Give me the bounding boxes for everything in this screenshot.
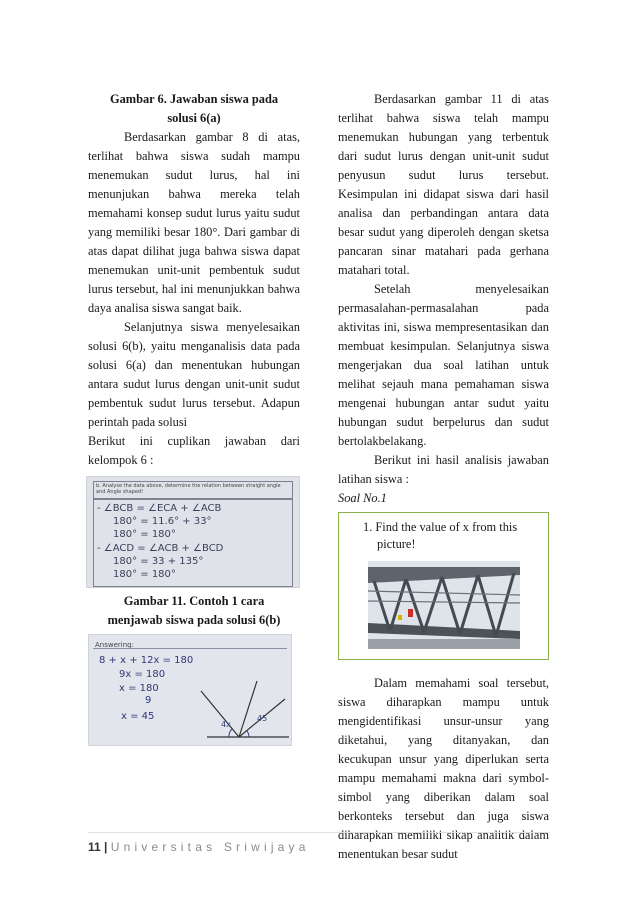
handwritten-line: 8 + x + 12x = 180 [99, 655, 194, 666]
handwritten-line: 9x = 180 [119, 669, 166, 680]
paragraph: Berdasarkan gambar 11 di atas terlihat bahwa siswa telah mampu menemukan hubungan yang terbentuk dari sudut lurus dengan unit-unit sudut penyusun sudut lurus tersebut. Kesimpulan ini didapat siswa dari hasil analisa dan perbandingan antara data besar sudut yang diperoleh dengan sketsa pancaran sinar matahari pada gerhana matahari total. [338, 92, 549, 277]
angle-label: 4x [221, 720, 231, 729]
question-box [338, 512, 549, 660]
handwritten-line: 180° = 11.6° + 33° [113, 516, 212, 527]
student-answer-photo-angles [88, 634, 292, 746]
caption-line: menjawab siswa pada solusi 6(b) [107, 613, 281, 627]
angle-sketch [89, 635, 292, 746]
caption-line: Gambar 6. Jawaban siswa pada [109, 92, 279, 106]
soal-label: Soal No.1 [338, 491, 387, 505]
angle-label: 45 [257, 714, 268, 723]
page-number: 11 [88, 840, 101, 854]
figure-caption-11 [88, 592, 300, 630]
paragraph: Selanjutnya siswa menyelesaikan solusi 6(b), yaitu menganalisis data pada solusi 6(a) dan menentukan hubungan antara sudut lurus dengan unit-unit sudut pembentuk sudut lurus tersebut. Adapun perintah pada solusi [88, 320, 300, 429]
handwritten-line: 180° = 33 + 135° [113, 556, 204, 567]
handwritten-line: - ∠BCB = ∠ECA + ∠ACB [97, 503, 222, 514]
footer-separator: | [104, 840, 108, 854]
student-answer-photo-6b [86, 476, 300, 588]
page-footer [88, 840, 310, 854]
right-column [338, 90, 549, 864]
paragraph: Berikut ini cuplikan jawaban dari kelompok 6 : [88, 434, 300, 467]
paragraph: Berdasarkan gambar 8 di atas, terlihat bahwa siswa sudah mampu menemukan sudut lurus, hal ini menunjukan bahwa mereka telah memahami konsep sudut lurus yaitu sudut yang memiliki besar 180°. Dari gambar di atas dapat dilihat juga bahwa siswa dapat menemukan unit-unit pembentuk sudut lurus tersebut, hal ini menunjukkan bahwa daya analisa siswa sangat baik. [88, 130, 300, 315]
university-name: Universitas Sriwijaya [110, 840, 310, 854]
question-text: 1. Find the value of x from this picture! [363, 520, 518, 551]
paragraph: Setelah menyelesaikan permasalahan-permasalahan pada aktivitas ini, siswa mempresentasikan dan membuat kesimpulan. Selanjutnya siswa mengerjakan dua soal latihan untuk melihat sejauh mana pemahaman siswa mengenai hubungan antar sudut yaitu hubungan sudut berpelurus dan sudut bertolakbelakang. [338, 282, 549, 448]
handwritten-line: 9 [145, 695, 152, 706]
left-column [88, 90, 300, 746]
figure-caption-6 [88, 90, 300, 128]
paragraph: Dalam memahami soal tersebut, siswa diharapkan mampu untuk mengidentifikasi unsur-unsur yang diketahui, yang ditanyakan, dan kecukupan unsur yang diperlukan serta mampu memahami makna dari symbol-simbol yang diberikan dalam soal berkonteks tersebut dan juga siswa diharapkan memiliki sikap analitik dalam menentukan besar sudut [338, 676, 549, 861]
prompt-text: b. Analyse the data above, determine the relation between straight angle and Angle shaped! [96, 483, 281, 495]
answer-header: Answering: [95, 641, 134, 649]
handwritten-line: x = 180 [119, 683, 159, 694]
paragraph: Berikut ini hasil analisis jawaban latihan siswa : [338, 453, 549, 486]
caption-line: solusi 6(a) [167, 111, 221, 125]
handwritten-line: - ∠ACD = ∠ACB + ∠BCD [97, 543, 224, 554]
handwritten-line: x = 45 [121, 711, 155, 722]
bridge-photo [368, 561, 520, 649]
handwritten-line: 180° = 180° [113, 569, 176, 580]
caption-line: Gambar 11. Contoh 1 cara [123, 594, 265, 608]
bridge-truss-illustration [368, 561, 520, 649]
handwritten-line: 180° = 180° [113, 529, 176, 540]
footer-rule [88, 832, 550, 833]
